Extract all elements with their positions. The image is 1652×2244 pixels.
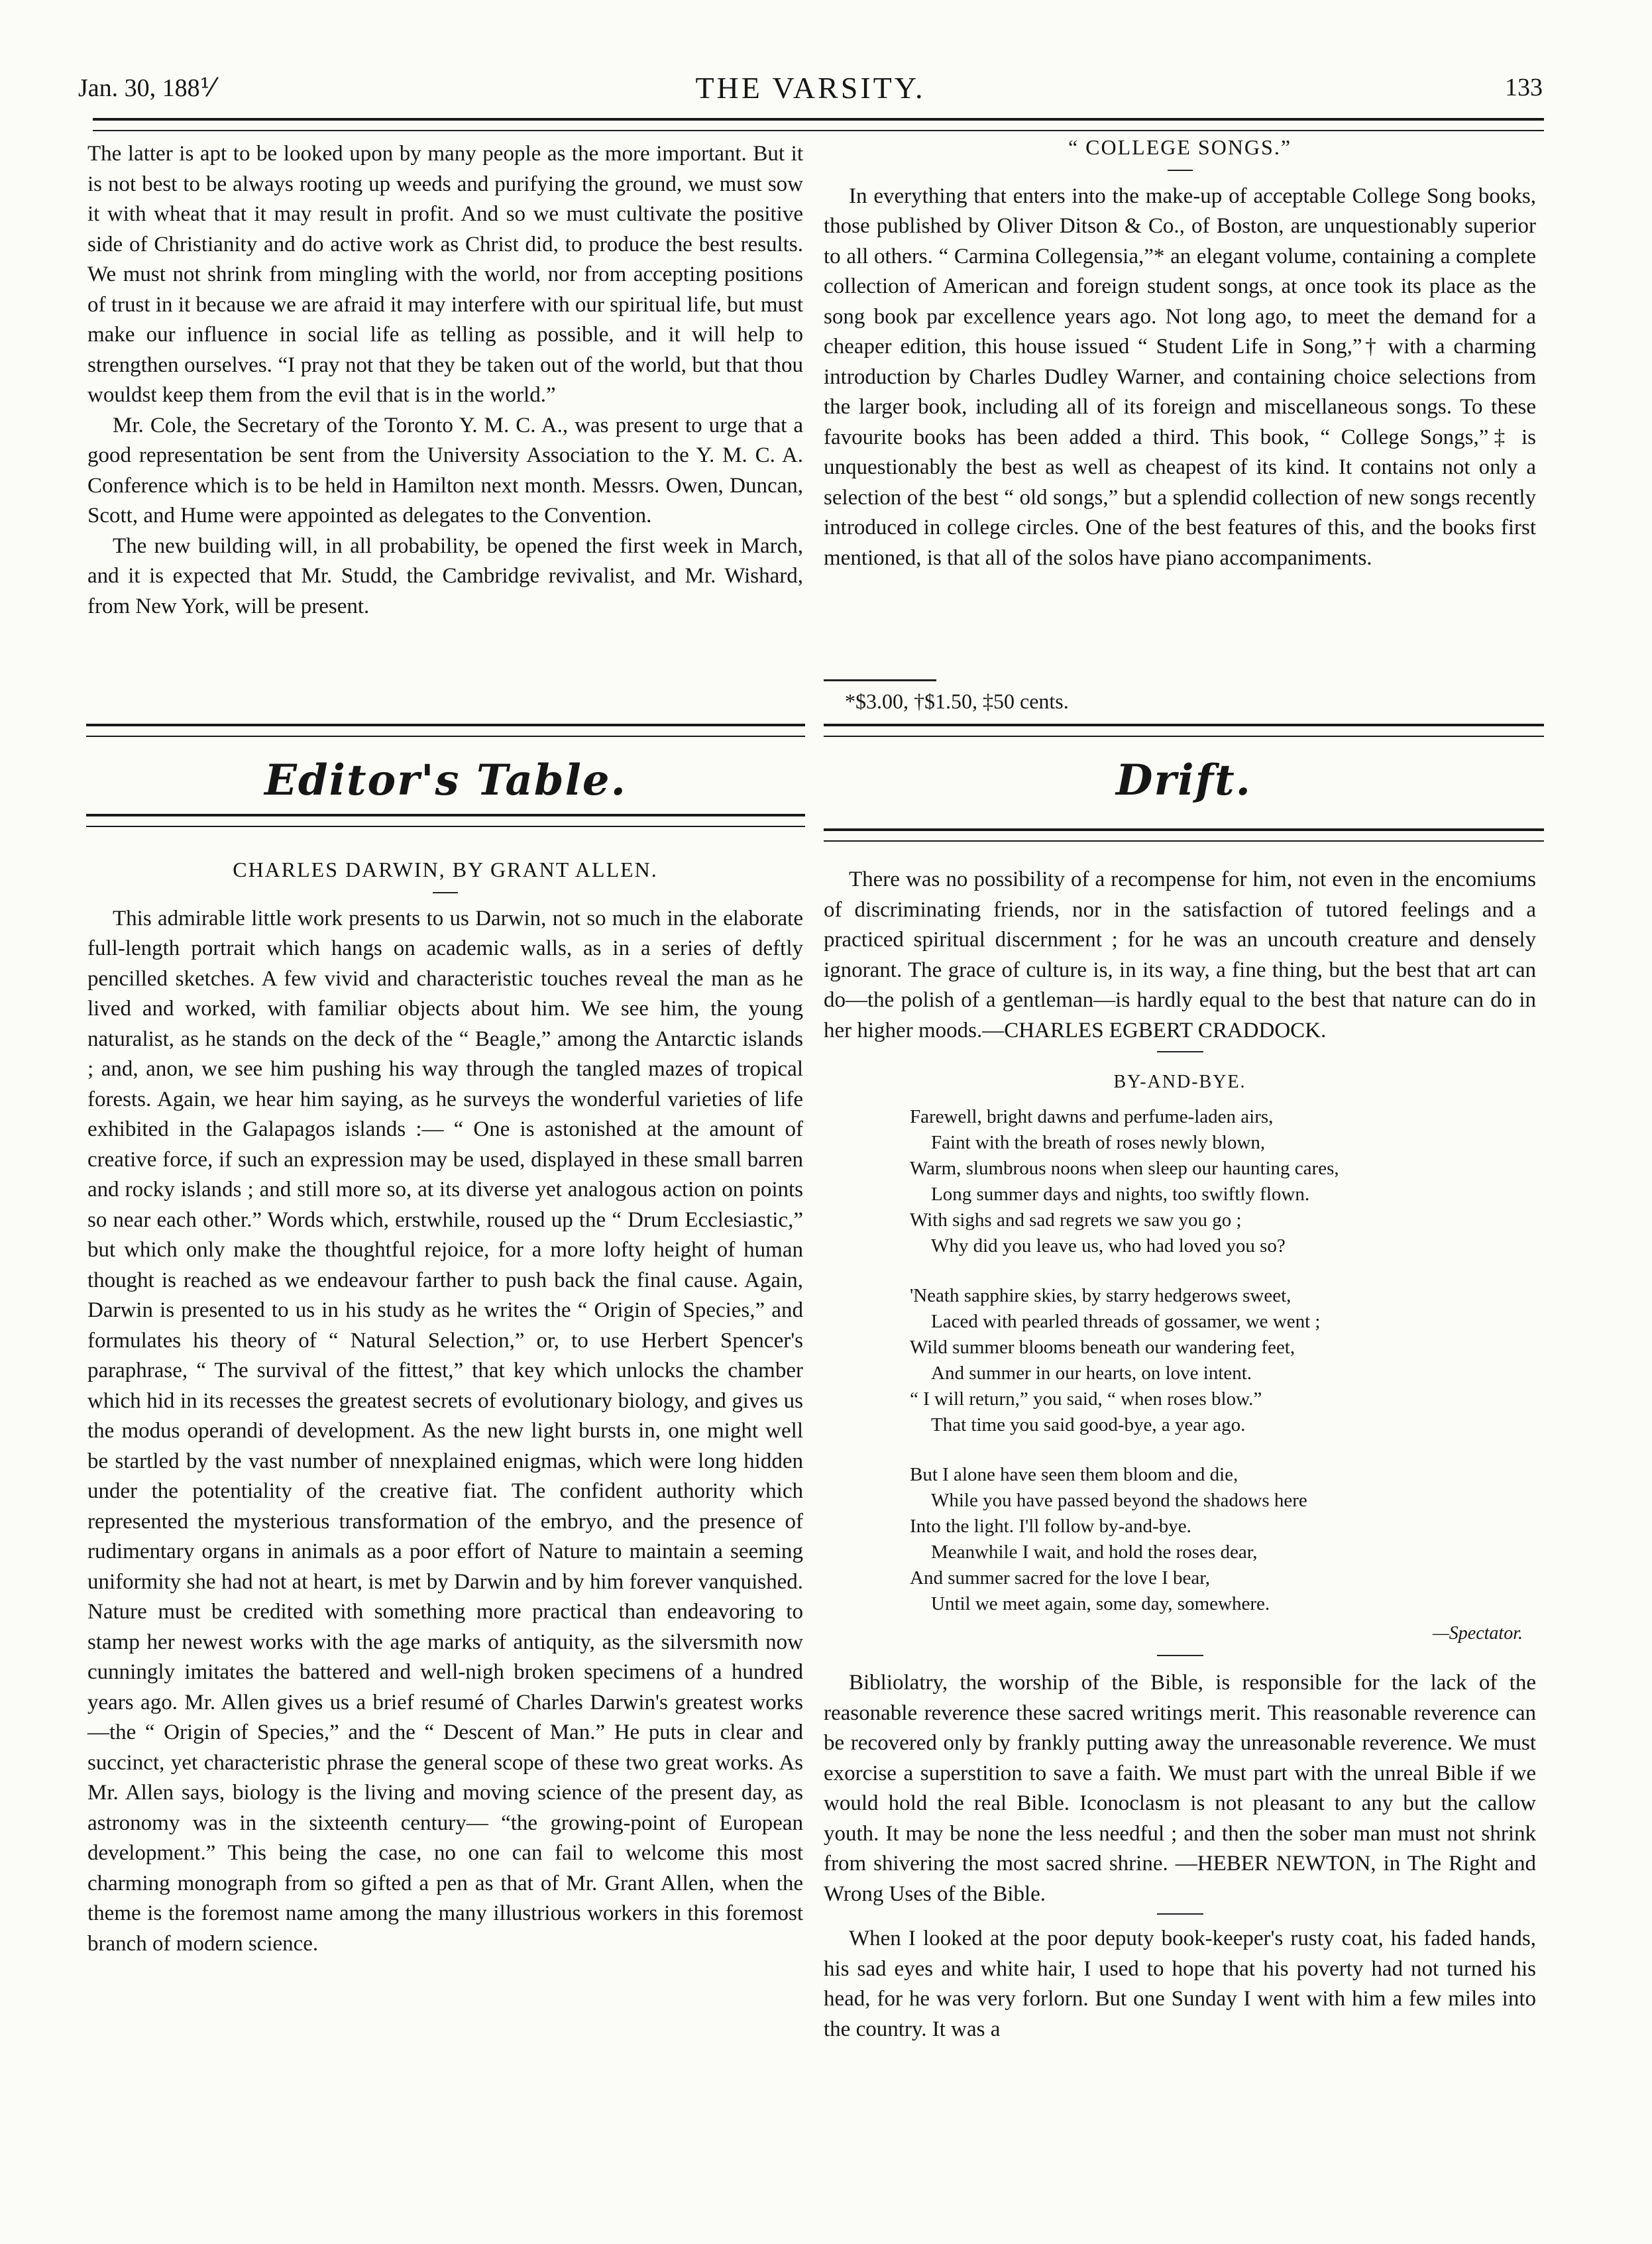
poem-line: Laced with pearled threads of gossamer, we went ; — [931, 1310, 1321, 1332]
paragraph: The new building will, in all probability, be opened the first week in March, and it is expected that Mr. Studd, the Cambridge revivalist, and Mr. Wishard, from New York, will be present. — [87, 533, 803, 618]
poem-line: With sighs and sad regrets we saw you go ; — [910, 1209, 1242, 1231]
paragraph: When I looked at the poor deputy book-keeper's rusty coat, his faded hands, his sad eyes and white hair, I used to hope that his poverty had not turned his head, for he was very forlorn. But one Sunday I went with him a few miles into the country. It was a — [824, 1927, 1536, 2041]
paragraph: Bibliolatry, the worship of the Bible, is responsible for the lack of the reasonable reverence these sacred writings merit. This reasonable reverence can be recovered only by frankly putting away the unreasonable reverence. We must exorcise a superstition to save a faith. We must part with the unreal Bible if we would hold the real Bible. Iconoclasm is not pleasant to any but the callow youth. It may be none the less needful ; and then the sober man must not shrink from shivering the most sacred shrine. —HEBER NEWTON, in The Right and Wrong Uses of the Bible. — [824, 1671, 1536, 1906]
poem-line: “ I will return,” you said, “ when roses blow.” — [910, 1388, 1262, 1410]
page-number: 133 — [1505, 74, 1543, 101]
poem — [910, 1104, 1536, 1617]
article-title: CHARLES DARWIN, BY GRANT ALLEN. — [233, 858, 658, 881]
left-top-column — [87, 139, 803, 622]
issue-date: Jan. 30, 188⅟ — [78, 74, 215, 102]
college-songs-section — [824, 133, 1536, 573]
paragraph: In everything that enters into the make-up of acceptable College Song books, those published by Oliver Ditson & Co., of Boston, are unquestionably superior to all others. “ Carmina Collegensia,”* an elegant volume, containing a complete collection of American and foreign student songs, at once took its place as the song book par excellence years ago. Not long ago, to meet the demand for a cheaper edition, this house issued “ Student Life in Song,”† with a charming introduction by Charles Dudley Warner, and containing choice selections from the larger book, including all of its foreign and miscellaneous songs. To these favourite books has been added a third. This book, “ College Songs,”‡ is unquestionably the best as well as cheapest of its kind. It contains not only a selection of the best “ old songs,” but a splendid collection of new songs recently introduced in college circles. One of the best features of this, and the books first mentioned, is that all of the solos have piano accompaniments. — [824, 184, 1536, 570]
poem-line: Warm, slumbrous noons when sleep our haunting cares, — [910, 1157, 1339, 1179]
poem-line: Long summer days and nights, too swiftly flown. — [931, 1183, 1310, 1205]
divider — [1157, 1913, 1203, 1915]
divider — [1157, 1655, 1203, 1656]
poem-stanza — [910, 1462, 1536, 1617]
poem-line: Why did you leave us, who had loved you so? — [931, 1235, 1286, 1257]
poem-line: Farewell, bright dawns and perfume-laden airs, — [910, 1105, 1274, 1127]
footnote: *$3.00, †$1.50, ‡50 cents. — [845, 689, 1069, 713]
poem-title: BY-AND-BYE. — [1113, 1072, 1246, 1092]
editors-table-column — [87, 855, 803, 1959]
page-header — [78, 66, 1543, 113]
section-rule-right — [824, 724, 1544, 737]
poem-stanza — [910, 1104, 1536, 1259]
masthead-title: THE VARSITY. — [695, 71, 926, 105]
divider — [433, 892, 458, 893]
section-rule-left — [86, 724, 805, 737]
editors-table-heading: Editor's Table. — [264, 756, 627, 805]
poem-line: Wild summer blooms beneath our wandering feet, — [910, 1336, 1295, 1358]
poem-line: Until we meet again, some day, somewhere. — [931, 1593, 1270, 1614]
poem-line: That time you said good-bye, a year ago. — [931, 1414, 1246, 1435]
paragraph: This admirable little work presents to us Darwin, not so much in the elaborate full-length portrait which hangs on academic walls, as in a series of deftly pencilled sketches. A few vivid and characteristic touches reveal the man as he lived and worked, with familiar objects about him. We see him, the young naturalist, as he stands on the deck of the “ Beagle,” among the Antarctic islands ; and, anon, we see him pushing his way through the tangled mazes of tropical forests. Again, we hear him saying, as he surveys the wonderful varieties of life exhibited in the Galapagos islands :— “ One is astonished at the amount of creative force, if such an expression may be used, displayed in these small barren and rocky islands ; and still more so, at its diverse yet analogous action on points so near each other.” Words which, erstwhile, roused up the “ Drum Ecclesiastic,” but which only make the thoughtful rejoice, for a more lofty height of human thought is reached as we endeavour farther to push back the final cause. Again, Darwin is presented to us in his study as he writes the “ Origin of Species,” and formulates his theory of “ Natural Selection,” or, to use Herbert Spencer's paraphrase, “ The survival of the fittest,” that key which unlocks the chamber which hid in its recesses the greatest secrets of evolutionary biology, and gives us the modus operandi of development. As the new light bursts in, one might well be startled by the vast number of nnexplained enigmas, which were long hidden under the potentiality of the creative fiat. The confident authority which represented the mysterious transformation of the embryo, and the presence of rudimentary organs in animals as a poor effort of Nature to maintain a seeming uniformity she had not at heart, is met by Darwin and by him forever vanquished. Nature must be credited with something more practical than endeavoring to stamp her newest works with the age marks of antiquity, as the silversmith now cunningly imitates the battered and well-nigh broken specimens of a hundred years ago. Mr. Allen gives us a brief resumé of Charles Darwin's greatest works—the “ Origin of Species,” and the “ Descent of Man.” He puts in clear and succinct, yet characteristic phrase the general scope of these two great works. As Mr. Allen says, biology is the living and moving science of the present day, as astronomy was in the sixteenth century— “the growing-point of European development.” This being the case, no one can fail to welcome this most charming monograph from so gifted a pen as that of Mr. Grant Allen, when the theme is the foremost name among the many illustrious workers in this foremost branch of modern science. — [87, 906, 803, 1956]
poem-line: 'Neath sapphire skies, by starry hedgerows sweet, — [910, 1284, 1292, 1306]
paragraph: Mr. Cole, the Secretary of the Toronto Y. M. C. A., was present to urge that a good representation be sent from the University Association to the Y. M. C. A. Conference which is to be held in Hamilton next month. Messrs. Owen, Duncan, Scott, and Hume were appointed as delegates to the Convention. — [87, 413, 803, 528]
poem-line: But I alone have seen them bloom and die, — [910, 1463, 1239, 1485]
poem-line: Faint with the breath of roses newly blown, — [931, 1131, 1266, 1153]
poem-line: And summer in our hearts, on love intent. — [931, 1362, 1252, 1384]
poem-line: Into the light. I'll follow by-and-bye. — [910, 1515, 1191, 1537]
drift-heading: Drift. — [1116, 756, 1252, 805]
poem-attribution: —Spectator. — [1432, 1622, 1523, 1644]
heading-rule-right — [824, 828, 1544, 842]
divider — [1157, 1051, 1203, 1052]
poem-line: While you have passed beyond the shadows here — [931, 1489, 1307, 1511]
section-title: “ COLLEGE SONGS.” — [1068, 135, 1292, 159]
paragraph: The latter is apt to be looked upon by many people as the more important. But it is not best to be always rooting up weeds and purifying the ground, we must sow it with wheat that it may result in profit. And so we must cultivate the positive side of Christianity and do active work as Christ did, to produce the best results. We must not shrink from mingling with the world, nor from accepting positions of trust in it because we are afraid it may interfere with our spiritual life, but must make our influence in social life as telling as possible, and it will help to strengthen ourselves. “I pray not that they be taken out of the world, but that thou wouldst keep them from the evil that is in the world.” — [87, 142, 803, 407]
header-rule — [93, 118, 1544, 131]
poem-stanza — [910, 1283, 1536, 1438]
footnote-rule — [824, 679, 936, 681]
heading-rule-left — [86, 814, 805, 827]
drift-column — [824, 865, 1536, 2045]
poem-line: And summer sacred for the love I bear, — [910, 1567, 1210, 1589]
paragraph: There was no possibility of a recompense for him, not even in the encomiums of discriminating friends, nor in the satisfaction of tutored feelings and a practiced spiritual discernment ; for he was an uncouth creature and densely ignorant. The grace of culture is, in its way, a fine thing, but the best that art can do—the polish of a gentleman—is hardly equal to the best that nature can do in her higher moods.—CHARLES EGBERT CRADDOCK. — [824, 868, 1536, 1042]
divider — [1168, 170, 1193, 171]
poem-line: Meanwhile I wait, and hold the roses dear, — [931, 1541, 1258, 1563]
